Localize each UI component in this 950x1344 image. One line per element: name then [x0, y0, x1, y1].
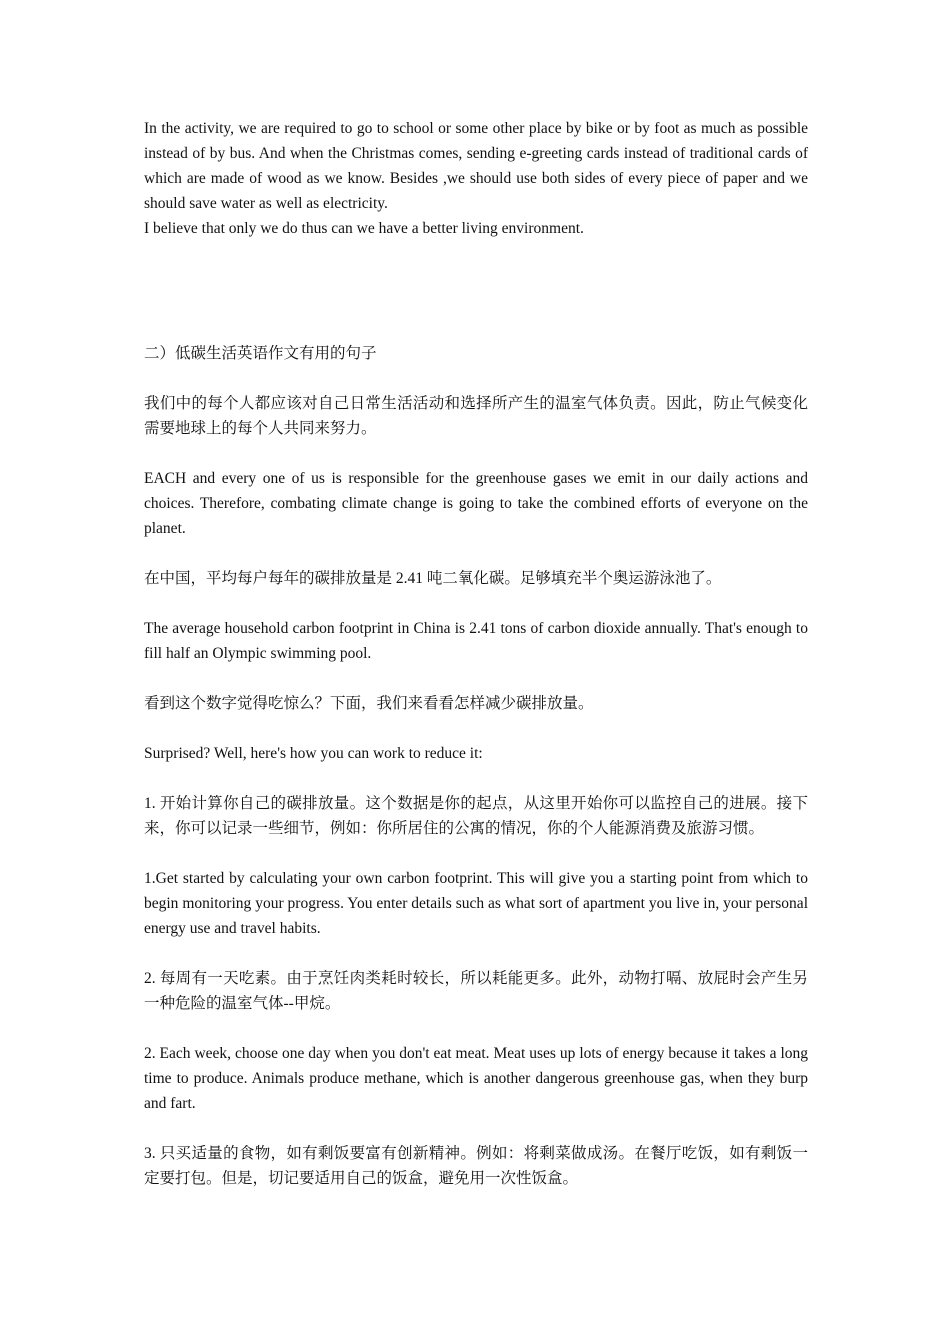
paragraph-zh-tip-1: 1. 开始计算你自己的碳排放量。这个数据是你的起点，从这里开始你可以监控自己的进展。接下来，你可以记录一些细节，例如：你所居住的公寓的情况，你的个人能源消费及旅游习惯。: [144, 795, 808, 837]
intro-paragraph-2: I believe that only we do thus can we have a better living environment.: [144, 220, 584, 237]
paragraph-en-tip-1: 1.Get started by calculating your own carbon footprint. This will give you a starting point from which to begin monitoring your progress. You enter details such as what sort of apartment you live in, your personal energy use and travel habits.: [144, 870, 808, 937]
paragraph-en-responsibility: EACH and every one of us is responsible for the greenhouse gases we emit in our daily actions and choices. Therefore, combating climate change is going to take the combined efforts of everyone on the planet.: [144, 470, 808, 537]
paragraph-zh-tip-3: 3. 只买适量的食物，如有剩饭要富有创新精神。例如：将剩菜做成汤。在餐厅吃饭，如有剩饭一定要打包。但是，切记要适用自己的饭盒，避免用一次性饭盒。: [144, 1145, 808, 1187]
paragraph-zh-footprint: 在中国，平均每户每年的碳排放量是 2.41 吨二氧化碳。足够填充半个奥运游泳池了。: [144, 570, 722, 587]
paragraph-en-tip-2: 2. Each week, choose one day when you don't eat meat. Meat uses up lots of energy because it takes a long time to produce. Animals produce methane, which is another dangerous greenhouse gas, when they burp and fart.: [144, 1045, 808, 1112]
paragraph-en-footprint: The average household carbon footprint in China is 2.41 tons of carbon dioxide annually. That's enough to fill half an Olympic swimming pool.: [144, 620, 808, 662]
intro-paragraph-1: In the activity, we are required to go to school or some other place by bike or by foot as much as possible instead of by bus. And when the Christmas comes, sending e-greeting cards instead of traditional cards of which are made of wood as we know. Besides ,we should use both sides of every piece of paper and we should save water as well as electricity.: [144, 120, 808, 212]
paragraph-zh-responsibility: 我们中的每个人都应该对自己日常生活活动和选择所产生的温室气体负责。因此，防止气候变化需要地球上的每个人共同来努力。: [144, 395, 808, 437]
paragraph-zh-surprised: 看到这个数字觉得吃惊么？下面，我们来看看怎样减少碳排放量。: [144, 695, 594, 712]
paragraph-zh-tip-2: 2. 每周有一天吃素。由于烹饪肉类耗时较长，所以耗能更多。此外，动物打嗝、放屁时会产生另一种危险的温室气体--甲烷。: [144, 970, 808, 1012]
spacer: [144, 241, 808, 341]
document-body: [144, 116, 808, 1191]
section-heading: 二）低碳生活英语作文有用的句子: [144, 345, 377, 362]
paragraph-en-surprised: Surprised? Well, here's how you can work to reduce it:: [144, 745, 483, 762]
